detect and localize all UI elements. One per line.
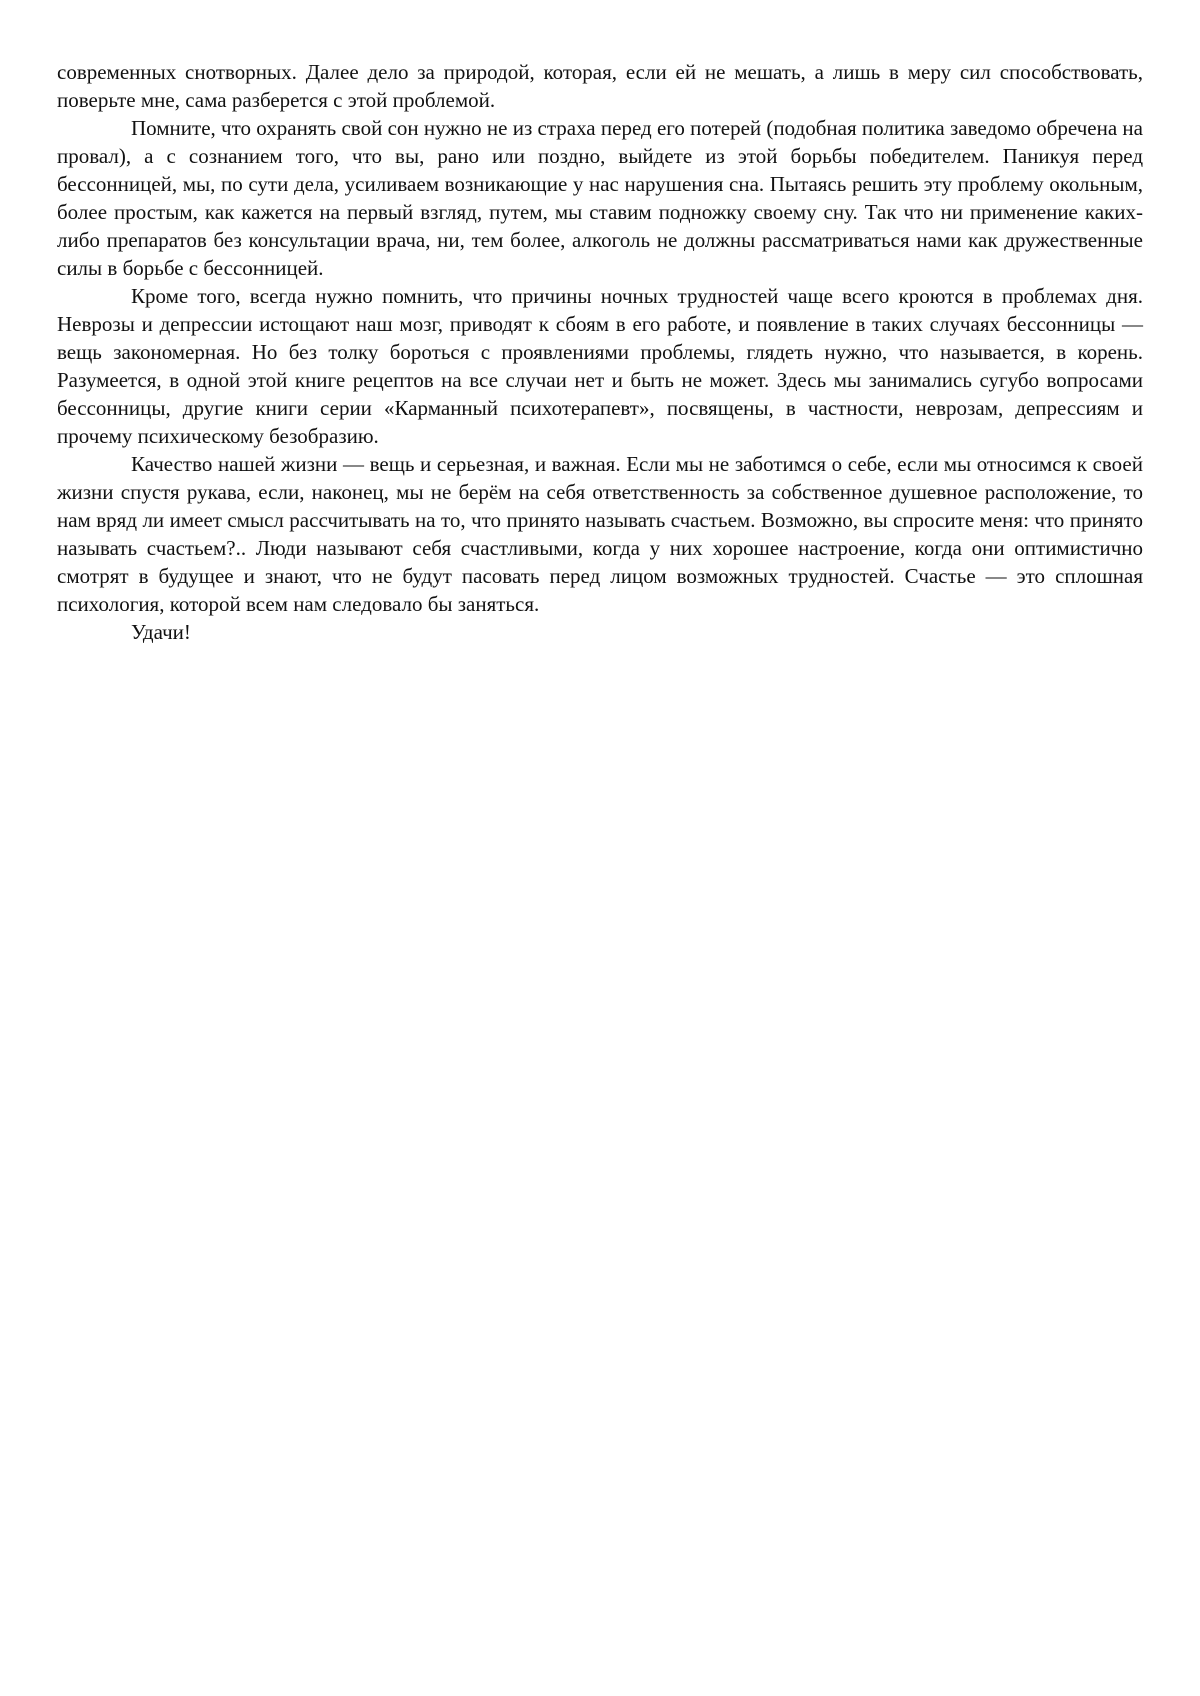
paragraph-2: Помните, что охранять свой сон нужно не из страха перед его потерей (подобная политика заведомо обречена на провал), а с сознанием того, что вы, рано или поздно, выйдете из этой борьбы победителем. Паникуя перед бессонницей, мы, по сути дела, усиливаем возникающие у нас нарушения сна. Пытаясь решить эту проблему окольным, более простым, как кажется на первый взгляд, путем, мы ставим подножку своему сну. Так что ни применение каких-либо препаратов без консультации врача, ни, тем более, алкоголь не должны рассматриваться нами как дружественные силы в борьбе с бессонницей. — [57, 116, 1143, 280]
closing-line: Удачи! — [131, 620, 191, 644]
document-page — [57, 58, 1143, 646]
paragraph-1: современных снотворных. Далее дело за природой, которая, если ей не мешать, а лишь в меру сил способствовать, поверьте мне, сама разберется с этой проблемой. — [57, 60, 1143, 112]
paragraph-4: Качество нашей жизни — вещь и серьезная, и важная. Если мы не заботимся о себе, если мы относимся к своей жизни спустя рукава, если, наконец, мы не берём на себя ответственность за собственное душевное расположение, то нам вряд ли имеет смысл рассчитывать на то, что принято называть счастьем. Возможно, вы спросите меня: что принято называть счастьем?.. Люди называют себя счастливыми, когда у них хорошее настроение, когда они оптимистично смотрят в будущее и знают, что не будут пасовать перед лицом возможных трудностей. Счастье — это сплошная психология, которой всем нам следовало бы заняться. — [57, 452, 1143, 616]
paragraph-3: Кроме того, всегда нужно помнить, что причины ночных трудностей чаще всего кроются в проблемах дня. Неврозы и депрессии истощают наш мозг, приводят к сбоям в его работе, и появление в таких случаях бессонницы — вещь закономерная. Но без толку бороться с проявлениями проблемы, глядеть нужно, что называется, в корень. Разумеется, в одной этой книге рецептов на все случаи нет и быть не может. Здесь мы занимались сугубо вопросами бессонницы, другие книги серии «Карманный психотерапевт», посвящены, в частности, неврозам, депрессиям и прочему психическому безобразию. — [57, 284, 1143, 448]
